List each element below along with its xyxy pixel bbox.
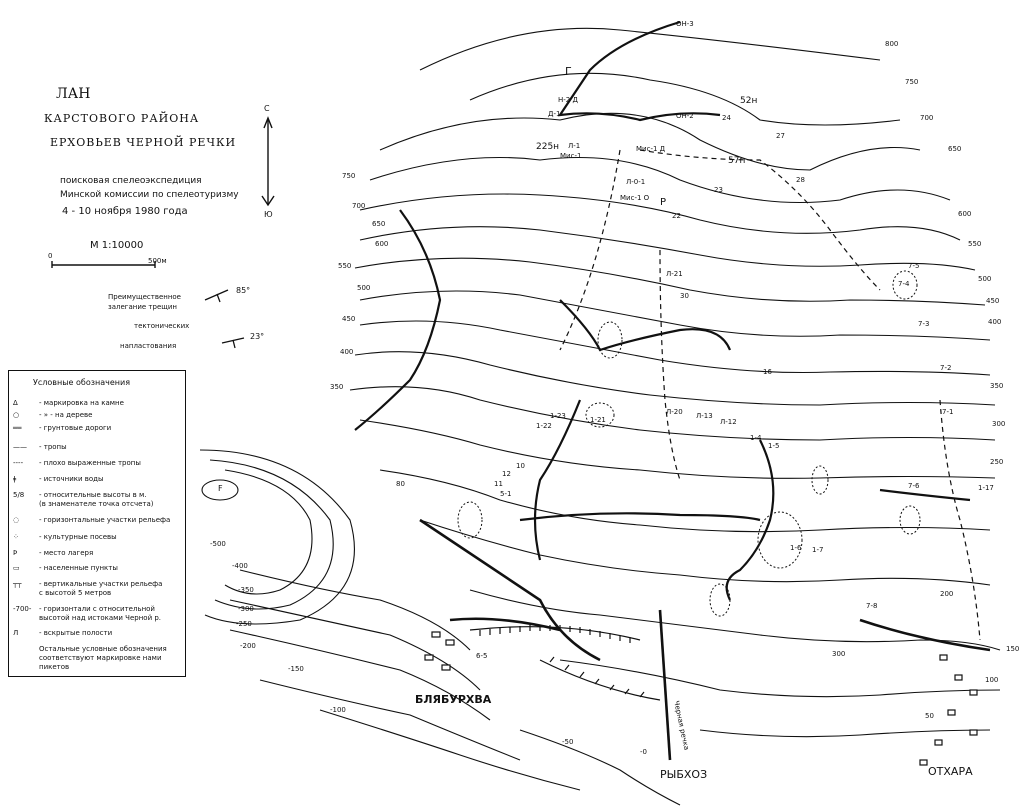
flat-area-6	[458, 502, 482, 538]
fracture-symbols	[205, 290, 244, 348]
contour-label: -200	[240, 642, 256, 650]
point-label: 23	[714, 186, 723, 194]
legend-row: ┬┬ - вертикальные участки рельефа	[13, 580, 163, 588]
scalebar-end: 500м	[148, 257, 167, 265]
point-label: 7-1	[942, 408, 954, 416]
point-label: 1-7	[812, 546, 824, 554]
compass-south: Ю	[264, 210, 273, 219]
point-label: ОН-3	[676, 20, 694, 28]
fractures-tectonic-angle: 85°	[236, 286, 251, 295]
hill-label-f: F	[218, 484, 223, 493]
flat-area-7	[900, 506, 920, 534]
point-label: 24	[722, 114, 731, 122]
cliff-ticks-2	[550, 657, 644, 697]
contour-500	[355, 258, 985, 305]
title-line-2: КАРСТОВОГО РАЙОНА	[44, 112, 200, 125]
point-label: Л-1	[568, 142, 581, 150]
point-label: 7-8	[866, 602, 878, 610]
house-11	[970, 730, 977, 735]
point-label: 1-4	[750, 434, 762, 442]
point-label: Д-1	[548, 110, 561, 118]
compass-arrow	[262, 118, 274, 205]
point-label: 28	[796, 176, 805, 184]
point-label: 22	[672, 212, 681, 220]
contour-label: -150	[288, 665, 304, 673]
contour-label: 350	[990, 382, 1004, 390]
faint-trail-east-2	[940, 400, 980, 640]
point-label: 1-23	[550, 412, 566, 420]
contour-450	[360, 291, 990, 340]
legend-row: пикетов	[39, 663, 70, 671]
scalebar-zero: 0	[48, 252, 53, 260]
legend-row: высотой над истоками Черной р.	[39, 614, 162, 622]
trail-east	[880, 490, 970, 500]
point-label: ОН-2	[676, 112, 694, 120]
contour-label: -100	[330, 706, 346, 714]
legend-box	[8, 370, 186, 677]
point-label: 11	[494, 480, 503, 488]
contour-label: -500	[210, 540, 226, 548]
faint-trail-east	[640, 150, 880, 290]
contour-label: -350	[238, 586, 254, 594]
map-scale: М 1:10000	[90, 240, 144, 251]
point-label: 1-6	[790, 544, 802, 552]
point-label: 30	[680, 292, 689, 300]
point-label: Мис-1 Д	[636, 145, 666, 153]
contour-label: 550	[968, 240, 982, 248]
contour-800	[420, 28, 880, 70]
contour-minus-50	[520, 730, 680, 805]
contour-550-right	[360, 227, 975, 270]
river-label: Черная речка	[672, 700, 691, 751]
contour-label: 250	[990, 458, 1004, 466]
contour-250	[380, 470, 990, 532]
point-label: 1-17	[978, 484, 994, 492]
point-label: 80	[396, 480, 405, 488]
house-5	[940, 655, 947, 660]
point-label: 225н	[536, 142, 560, 152]
point-label: Мис-1 О	[620, 194, 650, 202]
point-label: 27	[776, 132, 785, 140]
title-line-6: 4 - 10 ноября 1980 года	[62, 206, 188, 217]
legend-row: Ϸ - место лагеря	[13, 549, 94, 557]
contour-minus-100	[320, 710, 580, 790]
road-village	[450, 619, 560, 630]
title-line-1: ЛАН	[56, 86, 91, 102]
house-9	[935, 740, 942, 745]
legend-row: с высотой 5 метров	[39, 589, 112, 597]
hill-label-g: Г	[565, 65, 572, 78]
faint-trail-middle	[560, 150, 620, 350]
point-label: 7-6	[908, 482, 920, 490]
legend-row: соответствуют маркировке нами	[39, 654, 162, 662]
contour-label: 700	[352, 202, 366, 210]
fractures-bedding-angle: 23°	[250, 332, 265, 341]
point-label: 7-5	[908, 262, 920, 270]
point-label: Л-13	[696, 412, 713, 420]
point-label: 52н	[740, 96, 758, 106]
legend-row: Δ - маркировка на камне	[13, 399, 124, 407]
legend-row: Л - вскрытые полости	[13, 629, 113, 637]
fractures-tectonic: тектонических	[134, 322, 190, 330]
point-label: 5-1	[500, 490, 512, 498]
houses	[425, 632, 977, 765]
point-label: 12	[502, 470, 511, 478]
title-line-4: поисковая спелеоэкспедиция	[60, 176, 202, 186]
contour-300	[360, 420, 995, 478]
road-river	[660, 610, 670, 760]
point-label: 16	[763, 368, 772, 376]
point-label: 57п	[728, 156, 746, 166]
contour-label: 500	[978, 275, 992, 283]
legend-title: Условные обозначения	[33, 378, 131, 387]
contour-label: -300	[238, 605, 254, 613]
legend-row: ---- - плохо выраженные тропы	[13, 459, 141, 467]
point-label: 7-4	[898, 280, 910, 288]
contour-label: -400	[232, 562, 248, 570]
contour-label: 750	[905, 78, 919, 86]
scale-bar	[52, 261, 155, 268]
contour-label: 400	[340, 348, 354, 356]
point-label: Л-12	[720, 418, 737, 426]
point-label: Н-2 Д	[558, 96, 578, 104]
trail-cross	[520, 513, 760, 520]
point-label: Мис-1	[560, 152, 582, 160]
contour-label: -50	[562, 738, 574, 746]
legend-row: 5/8 - относительные высоты в м.	[13, 491, 147, 499]
faint-trails	[560, 150, 980, 640]
contour-label: 100	[985, 676, 999, 684]
contour-400	[360, 321, 990, 375]
contour-label: 500	[357, 284, 371, 292]
point-label: 300	[832, 650, 846, 658]
contour-label: 450	[342, 315, 356, 323]
flat-areas	[458, 271, 920, 616]
house-1	[432, 632, 440, 637]
house-4	[442, 665, 450, 670]
point-label: 6-5	[476, 652, 488, 660]
fractures-label-2: залегание трещин	[108, 303, 177, 311]
legend-row: ○ - » - на дереве	[13, 411, 93, 419]
contour-label: 200	[940, 590, 954, 598]
title-line-5: Минской комиссии по спелеотуризму	[60, 190, 239, 200]
contour-label: 150	[1006, 645, 1020, 653]
contour-700	[380, 113, 920, 170]
contour-label: 650	[372, 220, 386, 228]
place-otkhara: ОТХАРА	[928, 765, 973, 778]
contour-label: 350	[330, 383, 344, 391]
legend-row: ◌ - горизонтальные участки рельефа	[13, 516, 171, 524]
contour-50	[700, 730, 990, 737]
house-2	[446, 640, 454, 645]
contour-label: 600	[375, 240, 389, 248]
legend-row: -700- - горизонтали с относительной	[13, 605, 155, 613]
trail-west	[355, 210, 440, 430]
place-blyaburkhva: БЛЯБУРХВА	[415, 693, 492, 706]
contour-150	[470, 590, 1000, 650]
legend-row: ▭ - населенные пункты	[13, 564, 118, 572]
contour-label: 400	[988, 318, 1002, 326]
flat-area-1	[598, 322, 622, 358]
fractures-bedding: напластования	[120, 342, 177, 350]
title-line-3: ЕРХОВЬЕВ ЧЕРНОЙ РЕЧКИ	[50, 136, 237, 149]
trail-north	[560, 22, 720, 120]
legend-row: (в знаменателе точка отсчета)	[39, 500, 154, 508]
point-label: 1-21	[590, 416, 606, 424]
contour-350-a	[355, 352, 995, 405]
legend-row: Остальные условные обозначения	[39, 645, 167, 653]
contour-label: 300	[992, 420, 1006, 428]
point-label: 1-5	[768, 442, 780, 450]
road-west	[420, 520, 600, 660]
contour-label: 50	[925, 712, 934, 720]
house-6	[955, 675, 962, 680]
legend-row: ǂ - источники воды	[13, 475, 104, 483]
contour-label: 700	[920, 114, 934, 122]
contour-label: -0	[640, 748, 647, 756]
legend-row: ══ - грунтовые дороги	[13, 424, 112, 432]
legend-row: —— - тропы	[13, 443, 67, 451]
house-8	[948, 710, 955, 715]
contour-minus-150	[260, 680, 520, 760]
contour-label: 800	[885, 40, 899, 48]
point-label: Л-0-1	[626, 178, 646, 186]
legend-row: ⁘ - культурные посевы	[13, 533, 117, 541]
flat-area-4	[758, 512, 802, 568]
point-label: 1-22	[536, 422, 552, 430]
place-rybkhoz: РЫБХОЗ	[660, 768, 708, 781]
contour-100	[560, 660, 1000, 697]
trails	[355, 22, 970, 600]
point-label: 7-3	[918, 320, 930, 328]
contour-label: 600	[958, 210, 972, 218]
compass-north: С	[264, 104, 270, 113]
roads	[420, 520, 990, 760]
house-3	[425, 655, 433, 660]
contour-label: -250	[236, 620, 252, 628]
contour-label: 450	[986, 297, 1000, 305]
house-10	[920, 760, 927, 765]
point-label: Л-20	[666, 408, 683, 416]
contour-label: 550	[338, 262, 352, 270]
point-label: 10	[516, 462, 525, 470]
contour-label: 650	[948, 145, 962, 153]
flat-area-3	[812, 466, 828, 494]
house-7	[970, 690, 977, 695]
point-label: Л-21	[666, 270, 683, 278]
fractures-label-1: Преимущественное	[108, 293, 181, 301]
contour-label: 750	[342, 172, 356, 180]
road-east	[860, 620, 990, 650]
hill-label-r: Р	[660, 197, 667, 208]
contour-minus-250	[230, 600, 480, 690]
trail-south	[727, 440, 774, 600]
point-label: 7-2	[940, 364, 952, 372]
